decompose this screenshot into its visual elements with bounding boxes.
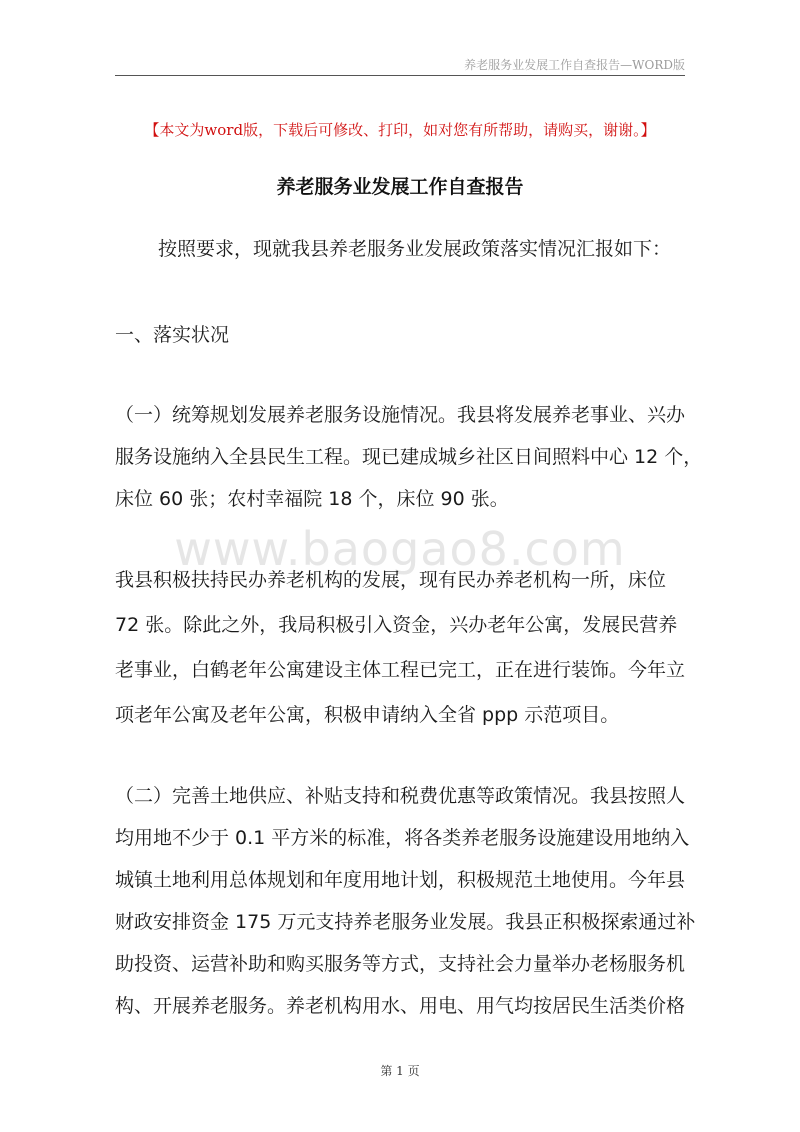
paragraph-line: 服务设施纳入全县民生工程。现已建成城乡社区日间照料中心 12 个，: [115, 446, 703, 468]
paragraph-line: 构、开展养老服务。养老机构用水、用电、用气均按居民生活类价格: [115, 995, 686, 1017]
intro-paragraph: 按照要求，现就我县养老服务业发展政策落实情况汇报如下：: [158, 238, 672, 260]
paragraph-line: （二）完善土地供应、补贴支持和税费优惠等政策情况。我县按照人: [115, 785, 686, 807]
paragraph-line: 助投资、运营补助和购买服务等方式，支持社会力量举办老杨服务机: [115, 953, 686, 975]
purchase-notice: 【本文为word版，下载后可修改、打印，如对您有所帮助，请购买，谢谢。】: [144, 121, 656, 139]
page-number: 第 1 页: [380, 1064, 420, 1078]
watermark: www.baogao8.com: [174, 522, 626, 576]
paragraph-line: 财政安排资金 175 万元支持养老服务业发展。我县正积极探索通过补: [115, 911, 696, 933]
paragraph-line: 城镇土地利用总体规划和年度用地计划，积极规范土地使用。今年县: [115, 869, 686, 891]
header-divider: [115, 75, 685, 76]
paragraph-line: 床位 60 张；农村幸福院 18 个，床位 90 张。: [115, 488, 509, 510]
running-header: 养老服务业发展工作自查报告—WORD版: [464, 58, 685, 72]
section-heading: 一、落实状况: [115, 324, 230, 346]
paragraph-line: 均用地不少于 0.1 平方米的标准，将各类养老服务设施建设用地纳入: [115, 827, 690, 849]
paragraph-line: 我县积极扶持民办养老机构的发展，现有民办养老机构一所，床位: [115, 569, 667, 591]
paragraph-line: 72 张。除此之外，我局积极引入资金，兴办老年公寓，发展民营养: [115, 614, 678, 636]
paragraph-line: 老事业，白鹤老年公寓建设主体工程已完工，正在进行装饰。今年立: [115, 659, 686, 681]
document-title: 养老服务业发展工作自查报告: [276, 176, 524, 198]
paragraph-line: 项老年公寓及老年公寓，积极申请纳入全省 ppp 示范项目。: [115, 704, 620, 726]
paragraph-line: （一）统筹规划发展养老服务设施情况。我县将发展养老事业、兴办: [115, 404, 686, 426]
